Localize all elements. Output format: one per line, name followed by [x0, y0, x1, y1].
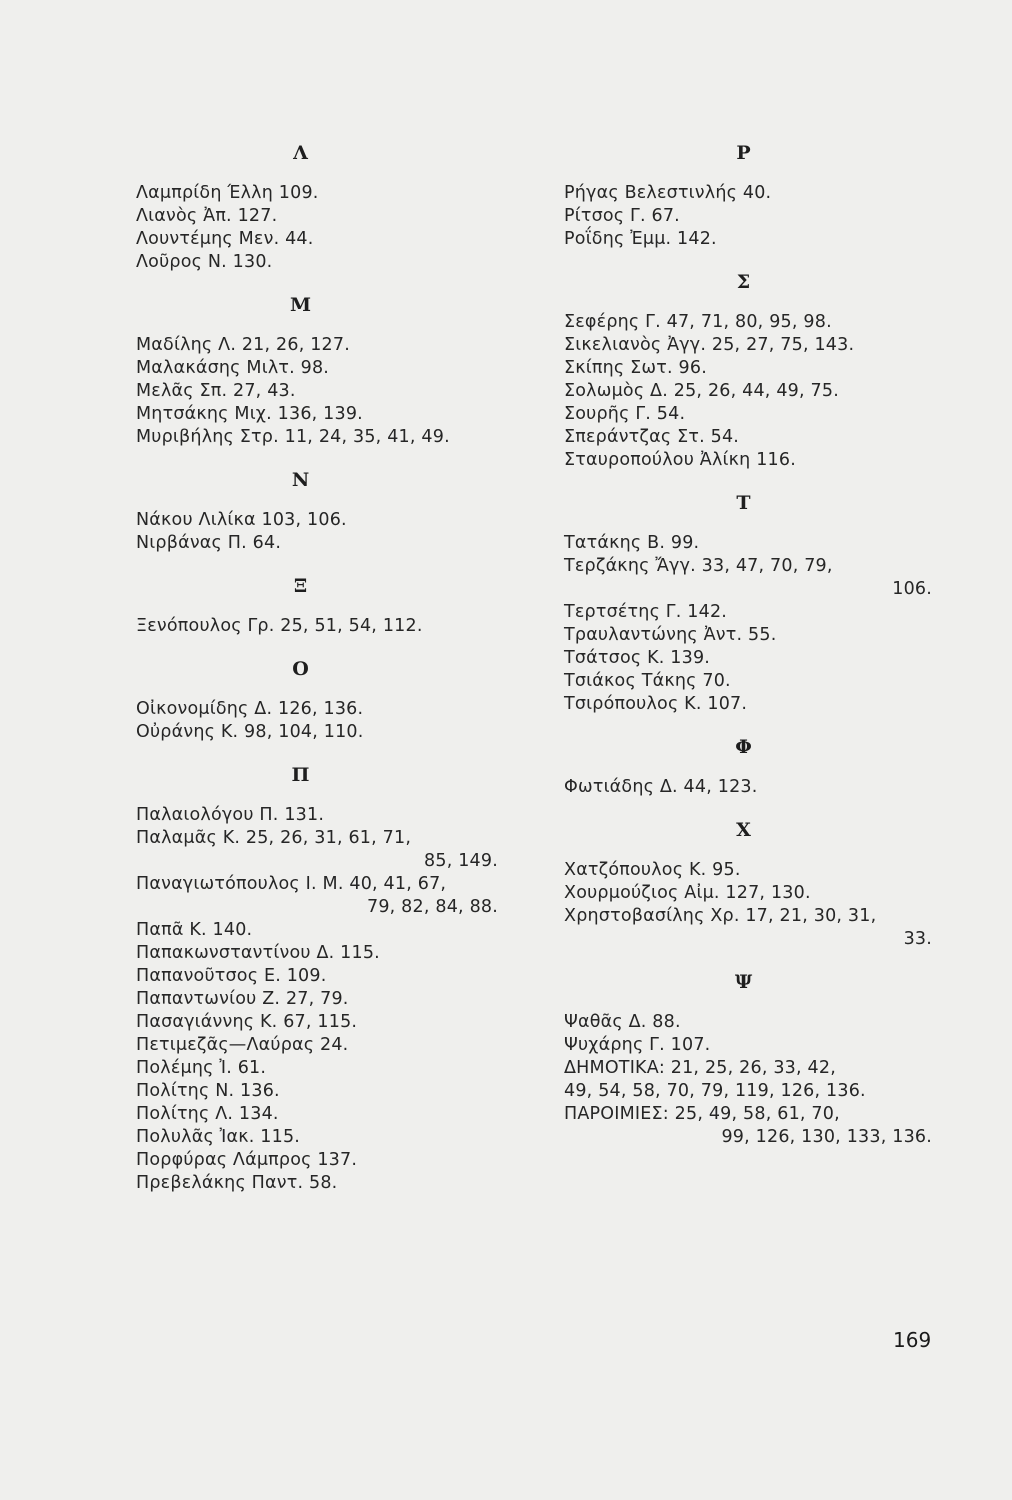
index-entry: Πετιμεζᾶς—Λαύρας 24. [136, 1035, 349, 1055]
index-entry: Χουρμούζιος Αἰμ. 127, 130. [564, 883, 811, 903]
index-section [564, 815, 944, 967]
index-entry: Λιανὸς Ἀπ. 127. [136, 206, 278, 226]
index-entry: Λοῦρος Ν. 130. [136, 252, 273, 272]
index-entry-continuation: 79, 82, 84, 88. [366, 897, 498, 917]
index-entry: Οὐράνης Κ. 98, 104, 110. [136, 722, 364, 742]
index-entry: Τσάτσος Κ. 139. [564, 648, 711, 668]
section-letter: Ο [292, 658, 310, 680]
index-entry: ΠΑΡΟΙΜΙΕΣ: 25, 49, 58, 61, 70, [564, 1104, 840, 1124]
index-entry: Πολυλᾶς Ἰακ. 115. [136, 1127, 301, 1147]
section-letter: Π [291, 764, 311, 786]
index-entry: Ρήγας Βελεστινλής 40. [564, 183, 772, 203]
index-entry: Πολέμης Ἰ. 61. [136, 1058, 267, 1078]
section-letter: Ρ [736, 142, 752, 164]
index-entry: Πασαγιάννης Κ. 67, 115. [136, 1012, 358, 1032]
index-entry: Οἰκονομίδης Δ. 126, 136. [136, 699, 364, 719]
section-letter: Ν [291, 469, 311, 491]
index-section [564, 967, 944, 1165]
index-entry: Ξενόπουλος Γρ. 25, 51, 54, 112. [136, 616, 423, 636]
index-entry: Παλαιολόγου Π. 131. [136, 805, 325, 825]
index-section [564, 488, 944, 732]
index-entry: Τερτσέτης Γ. 142. [564, 602, 728, 622]
index-entry: Σπεράντζας Στ. 54. [564, 427, 740, 447]
index-entry: Παπαντωνίου Ζ. 27, 79. [136, 989, 349, 1009]
index-entry: Παπᾶ Κ. 140. [136, 920, 253, 940]
index-entry: Μαλακάσης Μιλτ. 98. [136, 358, 330, 378]
section-letter: Χ [736, 819, 752, 841]
index-entry-continuation: 106. [892, 579, 932, 599]
index-entry: Σικελιανὸς Ἀγγ. 25, 27, 75, 143. [564, 335, 855, 355]
index-entry: Παναγιωτόπουλος Ι. Μ. 40, 41, 67, [136, 874, 447, 894]
index-entry: Ψαθᾶς Δ. 88. [564, 1012, 681, 1032]
page-number: 169 [893, 1328, 932, 1352]
index-entry: Σεφέρης Γ. 47, 71, 80, 95, 98. [564, 312, 832, 332]
section-letter: Ψ [734, 971, 754, 993]
index-entry: ΔΗΜΟΤΙΚΑ: 21, 25, 26, 33, 42, [564, 1058, 836, 1078]
index-entry: Νάκου Λιλίκα 103, 106. [136, 510, 347, 530]
index-entry: Χρηστοβασίλης Χρ. 17, 21, 30, 31, [564, 906, 877, 926]
index-entry: Πολίτης Λ. 134. [136, 1104, 279, 1124]
index-entry: Πορφύρας Λάμπρος 137. [136, 1150, 358, 1170]
index-entry: Τατάκης Β. 99. [564, 533, 700, 553]
section-letter: Ξ [293, 575, 309, 597]
index-entry: Νιρβάνας Π. 64. [136, 533, 282, 553]
index-entry: Μελᾶς Σπ. 27, 43. [136, 381, 296, 401]
index-entry: Λουντέμης Μεν. 44. [136, 229, 314, 249]
index-entry-continuation: 85, 149. [424, 851, 498, 871]
index-entry: Τραυλαντώνης Ἀντ. 55. [564, 625, 777, 645]
index-entry: Μυριβήλης Στρ. 11, 24, 35, 41, 49. [136, 427, 450, 447]
index-section [136, 465, 516, 571]
index-section [564, 732, 944, 815]
index-entry: Παπακωνσταντίνου Δ. 115. [136, 943, 380, 963]
section-letter: Φ [735, 736, 753, 758]
index-entry: Πρεβελάκης Παντ. 58. [136, 1173, 338, 1193]
section-letter: Μ [289, 294, 313, 316]
index-section [564, 267, 944, 488]
index-entry: Τσιάκος Τάκης 70. [564, 671, 731, 691]
index-entry: Μαδίλης Λ. 21, 26, 127. [136, 335, 350, 355]
index-section [564, 138, 944, 267]
left-index-column [136, 138, 516, 1211]
section-letter: Λ [293, 142, 309, 164]
index-entry: Τερζάκης Ἄγγ. 33, 47, 70, 79, [564, 556, 833, 576]
section-letter: Σ [736, 271, 752, 293]
index-entry: Σουρῆς Γ. 54. [564, 404, 686, 424]
index-entry-continuation: 33. [903, 929, 932, 949]
index-entry: Τσιρόπουλος Κ. 107. [564, 694, 748, 714]
index-section [136, 138, 516, 290]
index-entry: Μητσάκης Μιχ. 136, 139. [136, 404, 363, 424]
index-entry: Σταυροπούλου Ἀλίκη 116. [564, 450, 796, 470]
index-entry: Σκίπης Σωτ. 96. [564, 358, 707, 378]
index-entry: Παλαμᾶς Κ. 25, 26, 31, 61, 71, [136, 828, 412, 848]
index-entry: Πολίτης Ν. 136. [136, 1081, 280, 1101]
index-entry: Ψυχάρης Γ. 107. [564, 1035, 711, 1055]
index-entry: Λαμπρίδη Έλλη 109. [136, 183, 319, 203]
index-section [136, 290, 516, 465]
right-index-column [564, 138, 944, 1165]
index-entry-continuation: 99, 126, 130, 133, 136. [721, 1127, 932, 1147]
index-section [136, 654, 516, 760]
index-entry: Φωτιάδης Δ. 44, 123. [564, 777, 758, 797]
index-entry: Ροΐδης Ἐμμ. 142. [564, 229, 717, 249]
section-letter: Τ [736, 492, 752, 514]
index-entry: Χατζόπουλος Κ. 95. [564, 860, 741, 880]
index-section [136, 571, 516, 654]
index-entry: Παπανοῦτσος Ε. 109. [136, 966, 327, 986]
index-entry: Σολωμὸς Δ. 25, 26, 44, 49, 75. [564, 381, 839, 401]
index-entry: Ρίτσος Γ. 67. [564, 206, 680, 226]
index-section [136, 760, 516, 1211]
index-entry: 49, 54, 58, 70, 79, 119, 126, 136. [564, 1081, 866, 1101]
